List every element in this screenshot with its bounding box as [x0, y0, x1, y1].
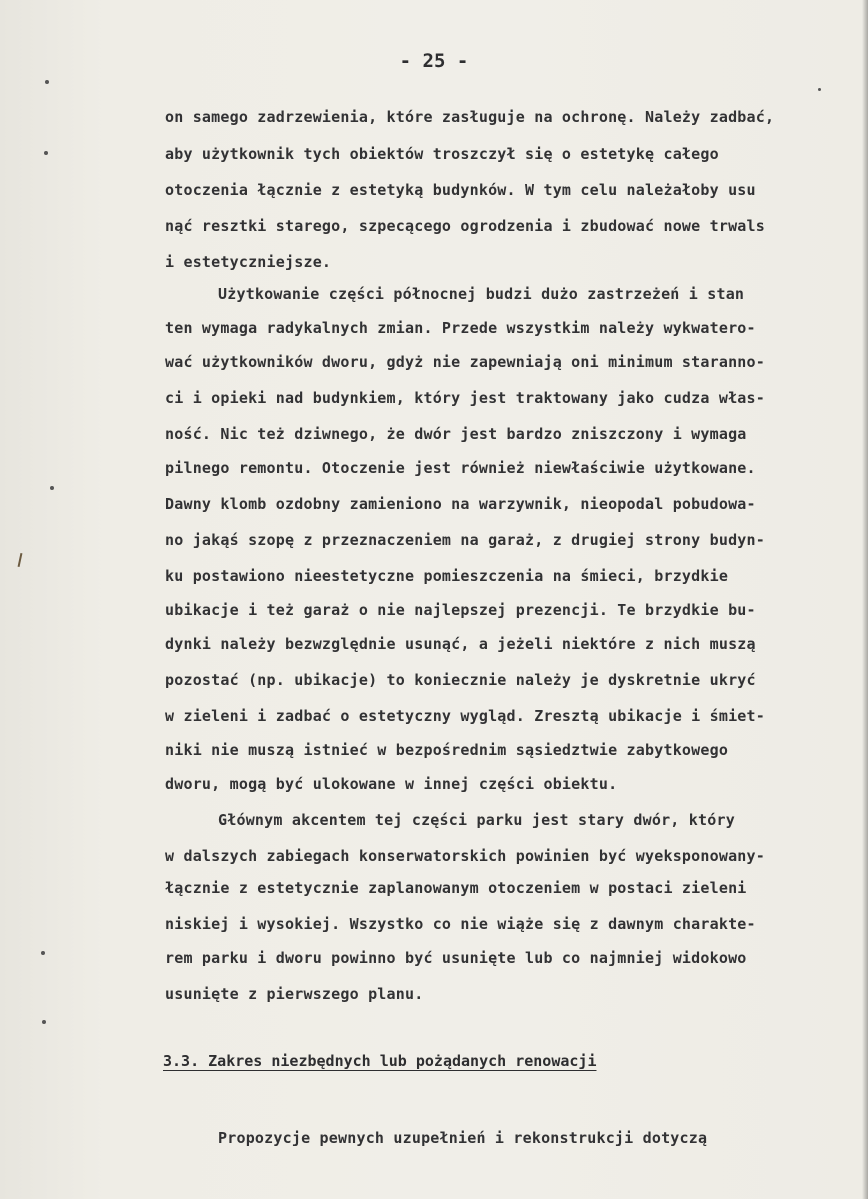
- body-line: otoczenia łącznie z estetyką budynków. W tym celu należałoby usu: [165, 181, 756, 199]
- body-line: w dalszych zabiegach konserwatorskich powinien być wyeksponowany-: [165, 847, 765, 865]
- body-line: dynki należy bezwzględnie usunąć, a jeżeli niektóre z nich muszą: [165, 635, 756, 653]
- body-line: Użytkowanie części północnej budzi dużo zastrzeżeń i stan: [218, 285, 745, 303]
- body-line: rem parku i dworu powinno być usunięte lub co najmniej widokowo: [165, 949, 747, 967]
- body-line: łącznie z estetycznie zaplanowanym otoczeniem w postaci zieleni: [165, 879, 747, 897]
- page-number: - 25 -: [399, 50, 469, 72]
- body-line: i estetyczniejsze.: [165, 253, 332, 271]
- body-line: pilnego remontu. Otoczenie jest również niewłaściwie użytkowane.: [165, 459, 756, 477]
- body-line: ku postawiono nieestetyczne pomieszczenia na śmieci, brzydkie: [165, 567, 729, 585]
- body-line: Propozycje pewnych uzupełnień i rekonstrukcji dotyczą: [218, 1129, 708, 1147]
- body-line: ci i opieki nad budynkiem, który jest traktowany jako cudza włas-: [165, 389, 765, 407]
- body-line: on samego zadrzewienia, które zasługuje na ochronę. Należy zadbać,: [165, 108, 775, 126]
- body-line: wać użytkowników dworu, gdyż nie zapewniają oni minimum staranno-: [165, 353, 765, 371]
- page-edge-shadow: [862, 0, 868, 1199]
- body-line: dworu, mogą być ulokowane w innej części obiektu.: [165, 775, 618, 793]
- body-line: no jakąś szopę z przeznaczeniem na garaż, z drugiej strony budyn-: [165, 531, 765, 549]
- margin-tick-mark: [18, 553, 23, 567]
- punch-hole-mark: [44, 151, 48, 155]
- section-heading: 3.3. Zakres niezbędnych lub pożądanych renowacji: [163, 1052, 597, 1070]
- punch-hole-mark: [42, 1020, 46, 1024]
- punch-hole-mark: [45, 80, 49, 84]
- punch-hole-mark: [50, 486, 54, 490]
- body-line: w zieleni i zadbać o estetyczny wygląd. Zresztą ubikacje i śmiet-: [165, 707, 765, 725]
- body-line: usunięte z pierwszego planu.: [165, 985, 424, 1003]
- body-line: niskiej i wysokiej. Wszystko co nie wiąże się z dawnym charakte-: [165, 915, 756, 933]
- body-line: ubikacje i też garaż o nie najlepszej prezencji. Te brzydkie bu-: [165, 601, 756, 619]
- body-line: aby użytkownik tych obiektów troszczył się o estetykę całego: [165, 145, 719, 163]
- body-line: ność. Nic też dziwnego, że dwór jest bardzo zniszczony i wymaga: [165, 425, 747, 443]
- speck-mark: [818, 88, 821, 91]
- body-line: Głównym akcentem tej części parku jest stary dwór, który: [218, 811, 735, 829]
- body-line: nąć resztki starego, szpecącego ogrodzenia i zbudować nowe trwals: [165, 217, 765, 235]
- body-line: pozostać (np. ubikacje) to koniecznie należy je dyskretnie ukryć: [165, 671, 756, 689]
- body-line: ten wymaga radykalnych zmian. Przede wszystkim należy wykwatero-: [165, 319, 756, 337]
- body-line: Dawny klomb ozdobny zamieniono na warzywnik, nieopodal pobudowa-: [165, 495, 756, 513]
- body-line: niki nie muszą istnieć w bezpośrednim sąsiedztwie zabytkowego: [165, 741, 729, 759]
- punch-hole-mark: [41, 951, 45, 955]
